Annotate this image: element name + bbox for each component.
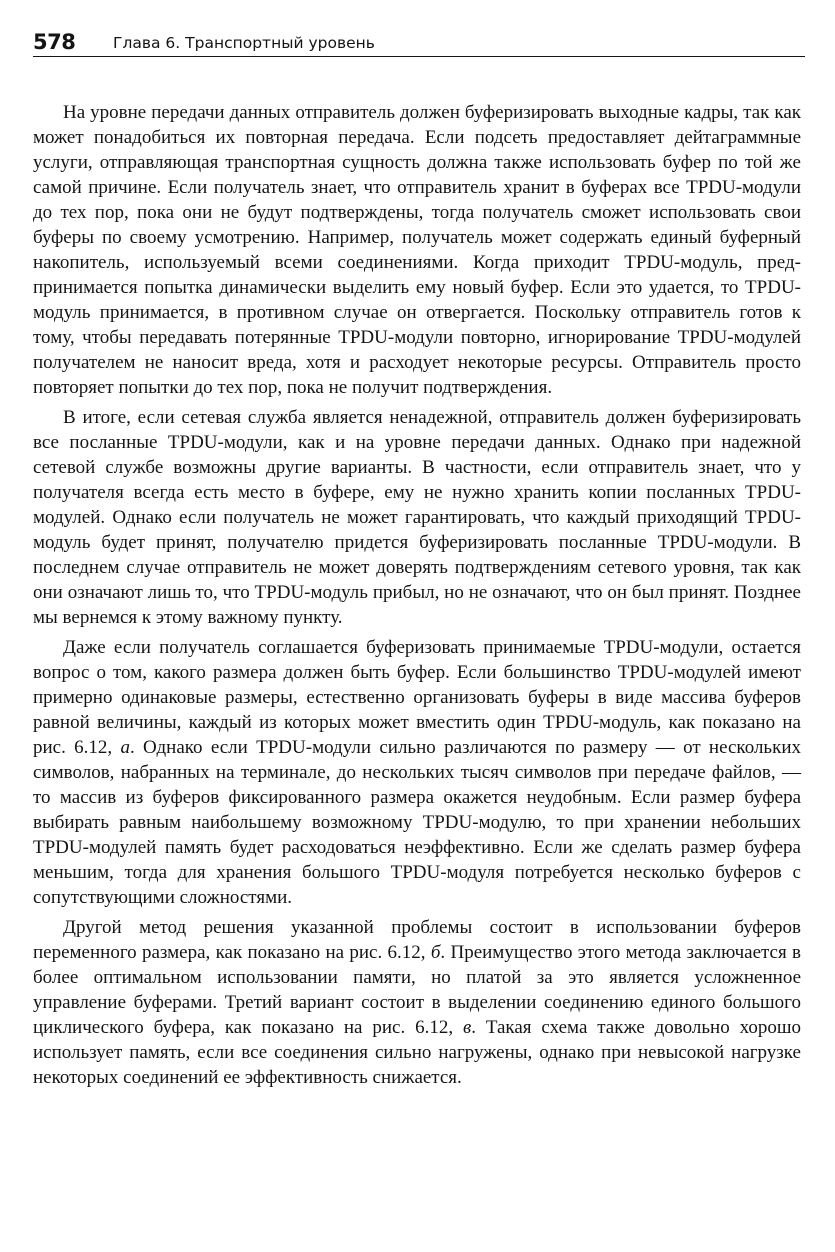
figure-ref-a: а bbox=[120, 737, 130, 758]
paragraph-3-part-2: . Однако если TPDU-модули сильно различаются по размеру — от нескольких символов, набранных на терминале, до нескольких тысяч символов при передаче файлов, — то массив из буферов фиксированного размера окажется неудобным. Если размер буфера выбирать равным наибольшему возможному TPDU-модулю, то при хранении небольших TPDU-модулей память будет расходоваться неэффективно. Если же сделать размер буфера меньшим, тогда для хранения большого TPDU-модуля потребуется несколько буферов с сопутствующими сложностями. bbox=[33, 737, 801, 908]
paragraph-4-part-2: . Преимущество этого метода заключается в более оптимальном использовании памяти, но платой за это является усложненное управление буферами. Третий вариант состоит в выделении соединению единого большого циклического буфера, как показано на рис. 6.12, bbox=[33, 942, 801, 1038]
paragraph-4-part-3: . Такая схема также довольно хорошо использует память, если все соединения сильно нагружены, однако при невысокой нагрузке некоторых соединений ее эффективность снижается. bbox=[33, 1017, 802, 1088]
running-title: Глава 6. Транспортный уровень bbox=[113, 34, 375, 52]
paragraph-3 bbox=[33, 635, 801, 910]
page-header bbox=[33, 30, 805, 56]
figure-ref-v: в bbox=[462, 1017, 472, 1038]
body-text bbox=[33, 100, 801, 1095]
paragraph-1: На уровне передачи данных отправитель должен буферизировать выходные кадры, так как может понадобиться их повторная передача. Если подсеть предоставляет дейтаграммные услуги, отправляющая транспортная сущность должна также использовать буфер по той же самой причине. Если получатель знает, что отправитель хранит в буферах все TPDU-модули до тех пор, пока они не будут подтверждены, тогда получатель сможет использовать свои буферы по своему усмотрению. Например, получатель может содержать единый буферный накопитель, используемый всеми соединениями. Когда приходит TPDU-модуль, предпринимается попытка динамически выделить ему новый буфер. Если это удается, то TPDU-модуль принимается, в противном случае он отвергается. Поскольку отправитель готов к тому, чтобы передавать потерянные TPDU-модули повторно, игнорирование TPDU-модулей получателем не наносит вреда, хотя и расходует некоторые ресурсы. Отправитель просто повторяет попытки до тех пор, пока не получит подтверждения. bbox=[33, 102, 801, 398]
paragraph-4-part-1: Другой метод решения указанной проблемы состоит в использовании буферов переменного размера, как показано на рис. 6.12, bbox=[33, 917, 801, 963]
page-number: 578 bbox=[33, 30, 76, 54]
paragraph-2: В итоге, если сетевая служба является ненадежной, отправитель должен буферизировать все посланные TPDU-модули, как и на уровне передачи данных. Однако при надежной сетевой службе возможны другие варианты. В частности, если отправитель знает, что у получателя всегда есть место в буфере, ему не нужно хранить копии посланных TPDU-модулей. Однако если получатель не может гарантировать, что каждый приходящий TPDU-модуль будет принят, получателю придется буферизировать посланные TPDU-модули. В последнем случае отправитель не может доверять подтверждениям сетевого уровня, так как они означают лишь то, что TPDU-модуль прибыл, но не означают, что он был принят. Позднее мы вернемся к этому важному пункту. bbox=[33, 407, 801, 628]
paragraph-4 bbox=[33, 915, 801, 1090]
figure-ref-b: б bbox=[430, 942, 441, 963]
header-rule bbox=[33, 56, 805, 57]
paragraph-3-part-1: Даже если получатель соглашается буферизовать принимаемые TPDU-модули, остается вопрос о том, какого размера должен быть буфер. Если большинство TPDU-модулей имеют примерно одинаковые размеры, естественно организовать буферы в виде массива буферов равной величины, каждый из которых может вместить один TPDU-модуль, как показано на рис. 6.12, bbox=[33, 637, 801, 758]
